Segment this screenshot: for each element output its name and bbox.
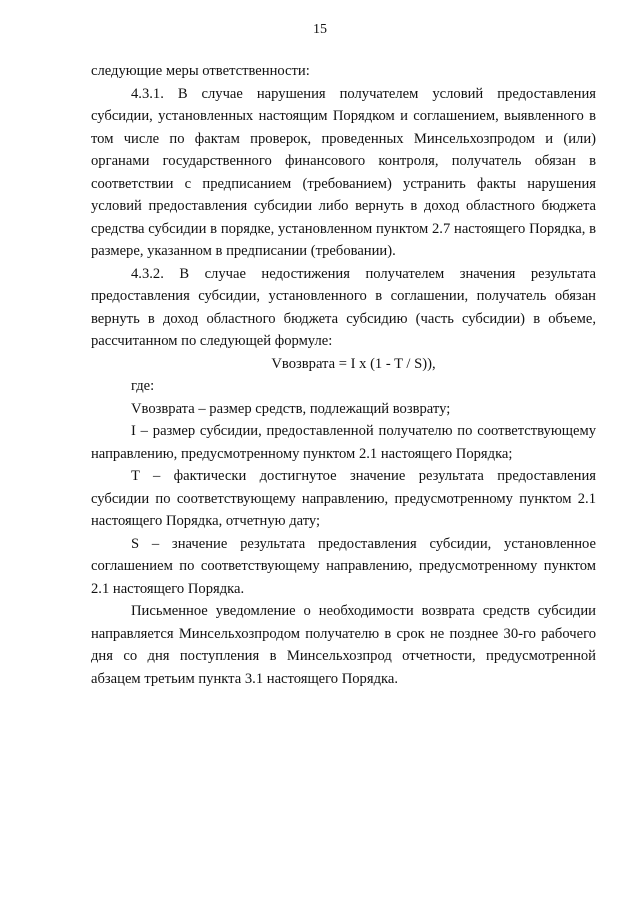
paragraph-notice: Письменное уведомление о необходимости возврата средств субсидии направляется Минсельхозпродом получателю в срок не позднее 30-го рабочего дня со дня поступления в Минсельхозпрод отчетности, предусмотренной абзацем третьим пункта 3.1 настоящего Порядка. xyxy=(91,603,596,687)
definition-v: Vвозврата – размер средств, подлежащий возврату; xyxy=(131,400,451,417)
lead-line: следующие меры ответственности: xyxy=(91,63,310,79)
paragraph-4-3-2: 4.3.2. В случае недостижения получателем значения результата предоставления субсидии, установленного в соглашении, получатель обязан вернуть в доход областного бюджета субсидию (часть субсидии) в объеме, рассчитанном по следующей формуле: xyxy=(91,265,596,349)
document-body xyxy=(91,60,596,690)
definition-t: T – фактически достигнутое значение результата предоставления субсидии по соответствующему направлению, предусмотренному пунктом 2.1 настоящего Порядка, отчетную дату; xyxy=(91,468,596,529)
where-label: где: xyxy=(131,378,155,394)
definition-i: I – размер субсидии, предоставленной получателю по соответствующему направлению, предусмотренному пунктом 2.1 настоящего Порядка; xyxy=(91,423,596,462)
definition-s: S – значение результата предоставления субсидии, установленное соглашением по соответствующему направлению, предусмотренному пунктом 2.1 настоящего Порядка. xyxy=(91,535,596,597)
paragraph-4-3-1: 4.3.1. В случае нарушения получателем условий предоставления субсидии, установленных настоящим Порядком и соглашением, выявленного в том числе по фактам проверок, проведенных Минсельхозпродом и (или) органами государственного финансового контроля, получатель обязан в соответствии с предписанием (требованием) устранить факты нарушения условий предоставления субсидии либо вернуть в доход областного бюджета средства субсидии в порядке, установленном пунктом 2.7 настоящего Порядка, в размере, указанном в предписании (требовании). xyxy=(91,85,596,259)
return-formula: Vвозврата = I x (1 - T / S)), xyxy=(271,355,436,372)
page-number: 15 xyxy=(313,22,327,37)
